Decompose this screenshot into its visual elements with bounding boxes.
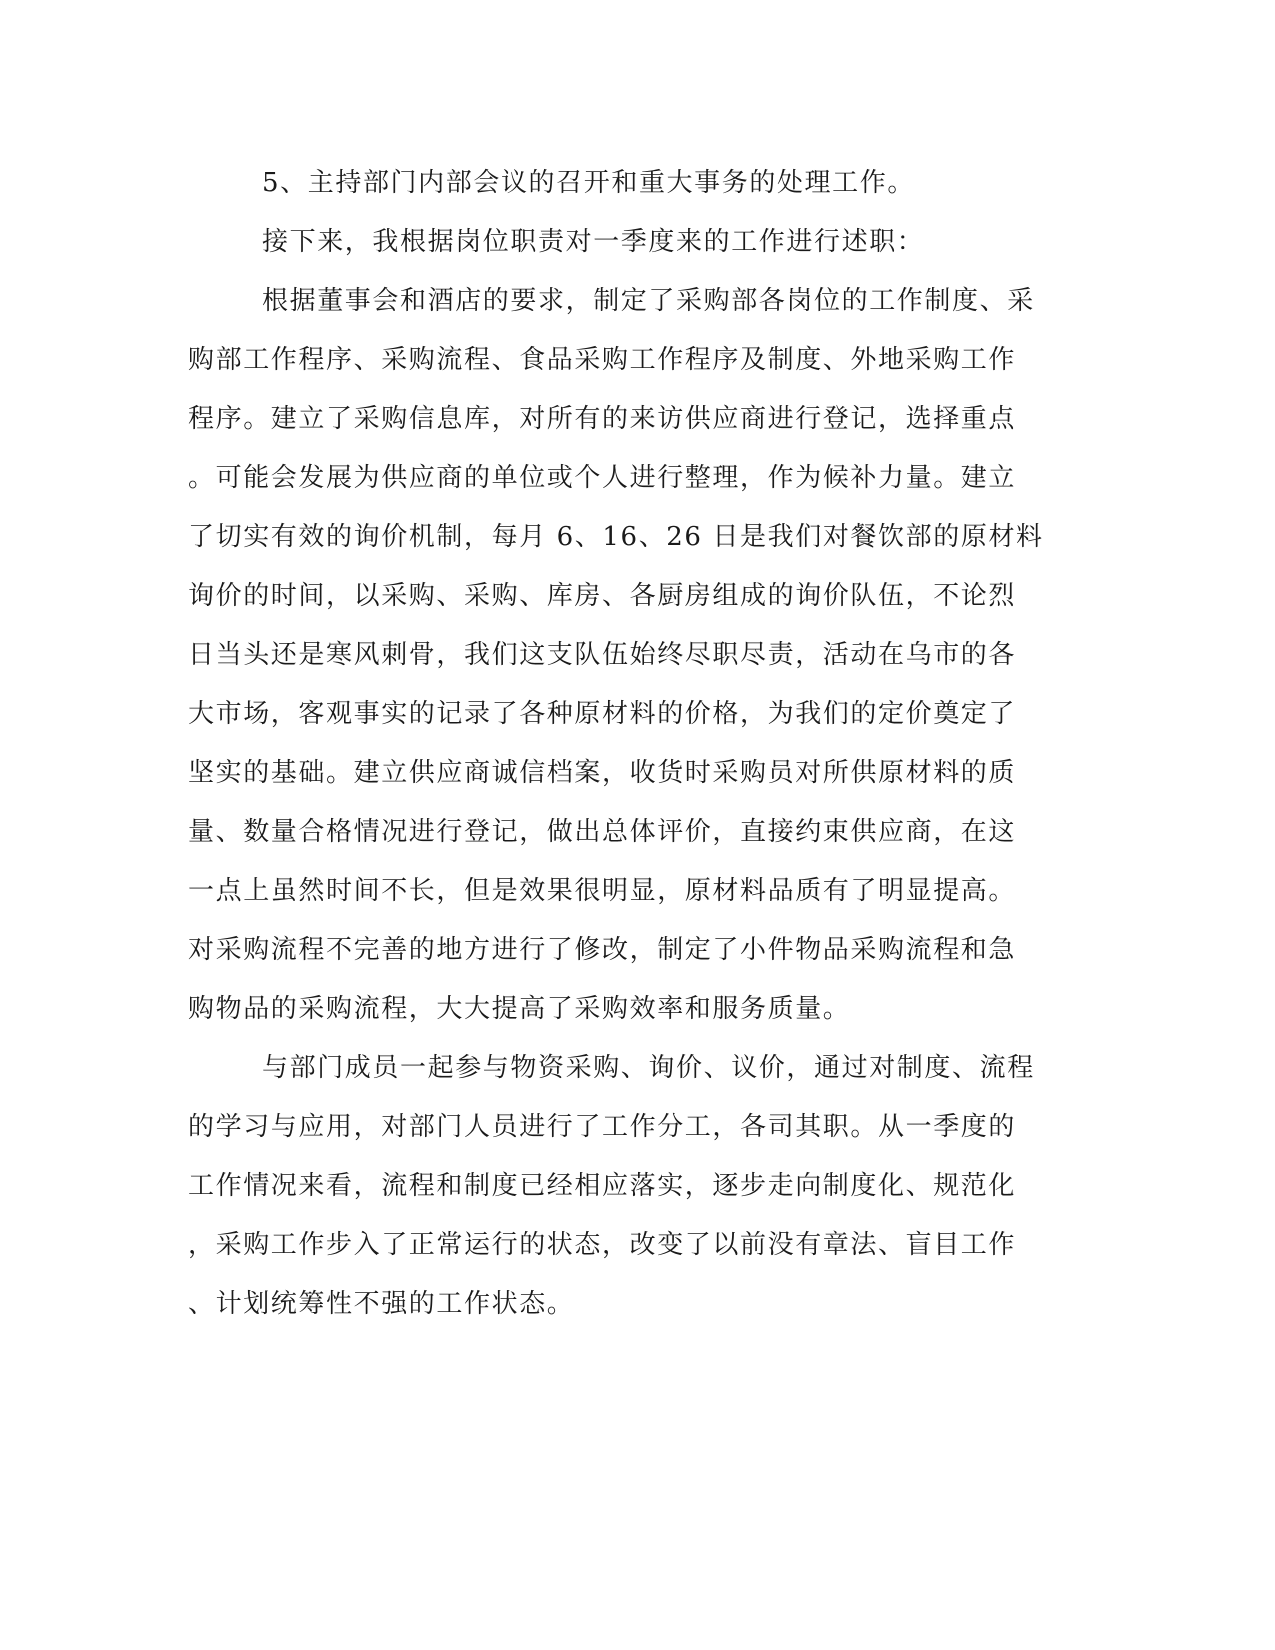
- paragraph-intro-line: 接下来，我根据岗位职责对一季度来的工作进行述职：: [262, 227, 925, 257]
- paragraph-1-line-7: 日当头还是寒风刺骨，我们这支队伍始终尽职尽责，活动在乌市的各: [188, 640, 1017, 670]
- paragraph-1-line-2: 购部工作程序、采购流程、食品采购工作程序及制度、外地采购工作: [188, 345, 1017, 375]
- paragraph-2-line-1: 与部门成员一起参与物资采购、询价、议价，通过对制度、流程: [262, 1053, 1035, 1083]
- paragraph-1-line-6: 询价的时间，以采购、采购、库房、各厨房组成的询价队伍，不论烈: [188, 581, 1017, 611]
- paragraph-1-line-5: 了切实有效的询价机制，每月 6、16、26 日是我们对餐饮部的原材料: [188, 522, 1044, 552]
- paragraph-1-line-12: 对采购流程不完善的地方进行了修改，制定了小件物品采购流程和急: [188, 935, 1017, 965]
- paragraph-1-line-8: 大市场，客观事实的记录了各种原材料的价格，为我们的定价奠定了: [188, 699, 1017, 729]
- paragraph-1-line-11: 一点上虽然时间不长，但是效果很明显，原材料品质有了明显提高。: [188, 876, 1017, 906]
- paragraph-2-line-4: ，采购工作步入了正常运行的状态，改变了以前没有章法、盲目工作: [188, 1230, 1017, 1260]
- paragraph-1-line-3: 程序。建立了采购信息库，对所有的来访供应商进行登记，选择重点: [188, 404, 1017, 434]
- paragraph-2-line-5: 、计划统筹性不强的工作状态。: [188, 1289, 575, 1319]
- paragraph-2-line-3: 工作情况来看，流程和制度已经相应落实，逐步走向制度化、规范化: [188, 1171, 1017, 1201]
- paragraph-1-line-13: 购物品的采购流程，大大提高了采购效率和服务质量。: [188, 994, 851, 1024]
- paragraph-item-5-line: 5、主持部门内部会议的召开和重大事务的处理工作。: [262, 168, 915, 198]
- paragraph-1-line-4: 。可能会发展为供应商的单位或个人进行整理，作为候补力量。建立: [188, 463, 1017, 493]
- paragraph-1-line-1: 根据董事会和酒店的要求，制定了采购部各岗位的工作制度、采: [262, 286, 1035, 316]
- paragraph-1-line-10: 量、数量合格情况进行登记，做出总体评价，直接约束供应商，在这: [188, 817, 1017, 847]
- paragraph-1-line-9: 坚实的基础。建立供应商诚信档案，收货时采购员对所供原材料的质: [188, 758, 1017, 788]
- paragraph-2-line-2: 的学习与应用，对部门人员进行了工作分工，各司其职。从一季度的: [188, 1112, 1017, 1142]
